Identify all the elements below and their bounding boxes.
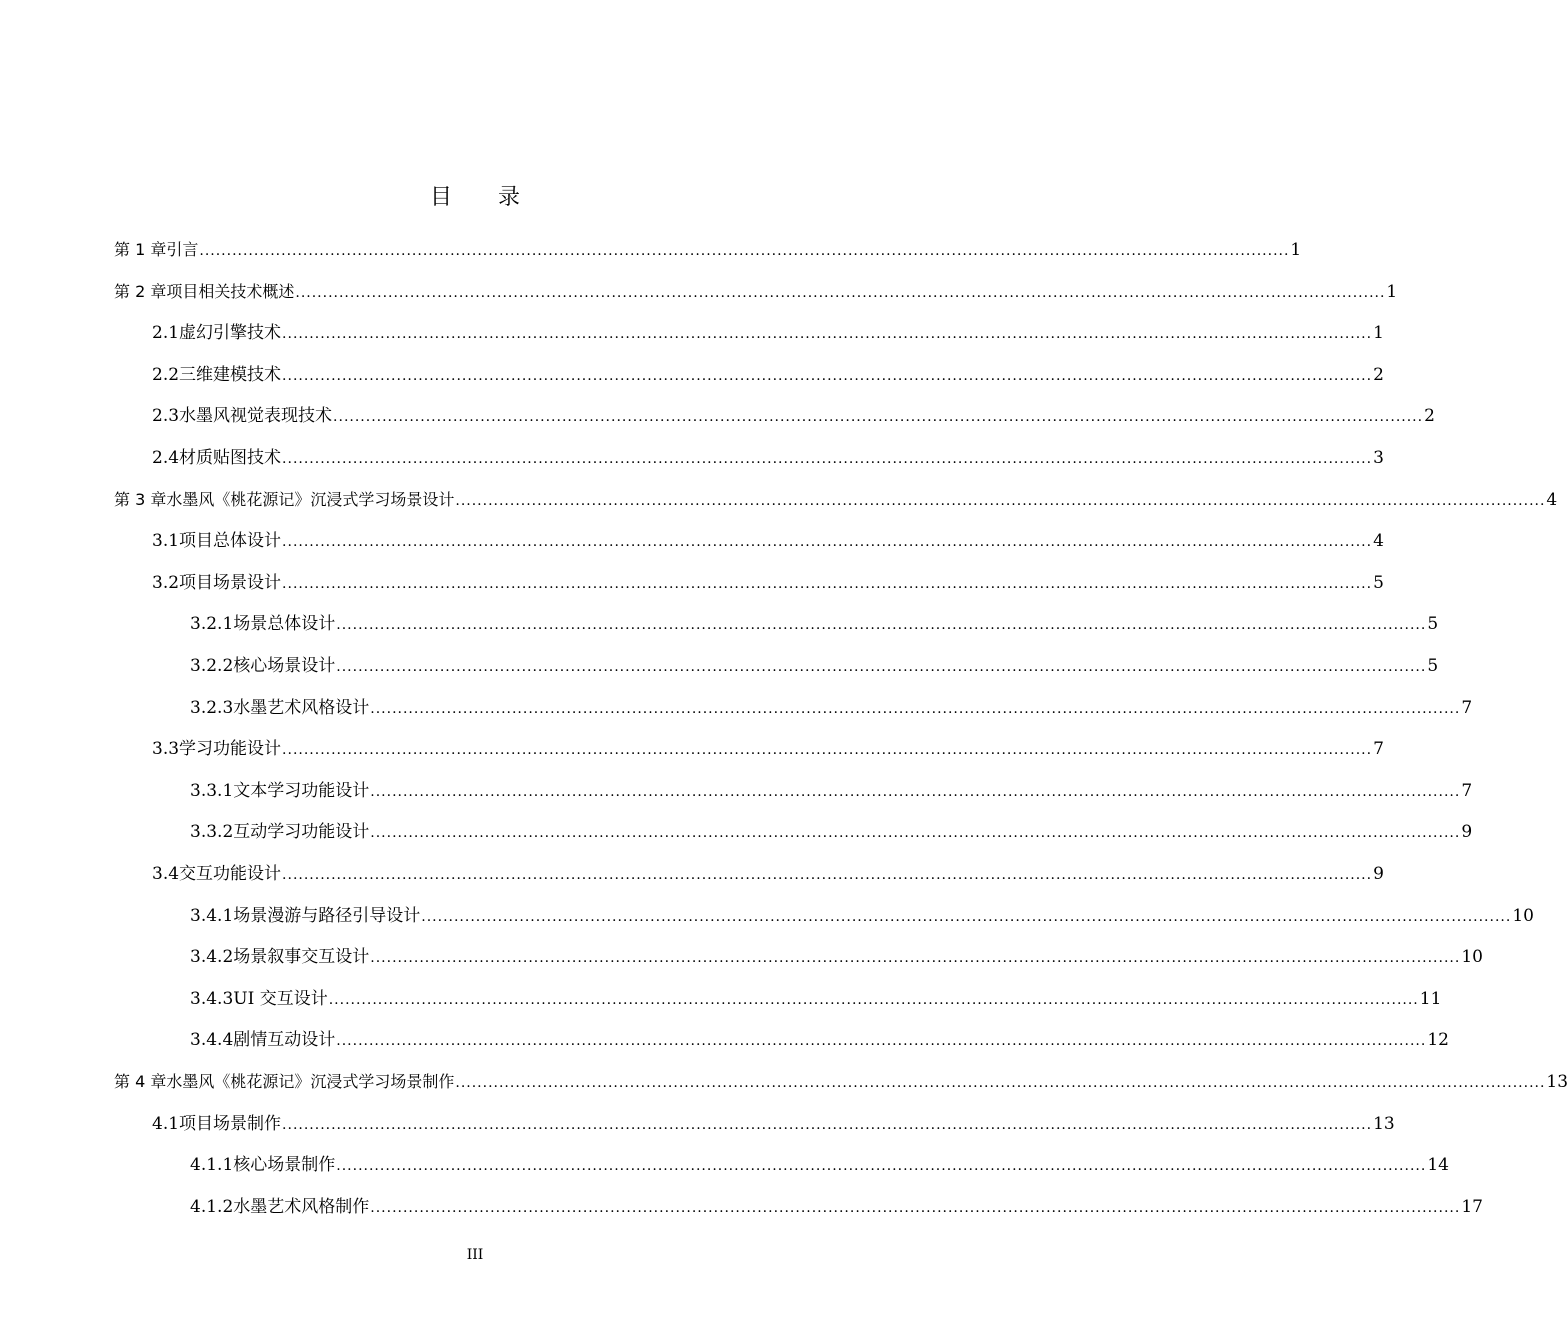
toc-leader-dots: ........................................................................................................................................................................................................ xyxy=(282,451,1373,467)
toc-entry-title: 学习功能设计 xyxy=(179,739,282,760)
toc-entry-number: 3.1 xyxy=(152,531,180,552)
toc-entry[interactable] xyxy=(114,488,1558,512)
toc-entry-page: 1 xyxy=(1373,323,1384,344)
toc-entry-title: 水墨风《桃花源记》沉浸式学习场景设计 xyxy=(166,489,455,509)
toc-entry-page: 3 xyxy=(1373,448,1384,468)
toc-entry-title: 水墨艺术风格设计 xyxy=(233,697,370,718)
toc-leader-dots: ........................................................................................................................................................................................................ xyxy=(370,1199,1461,1216)
toc-entry-number: 第 2 章 xyxy=(114,281,167,301)
toc-entry[interactable] xyxy=(190,820,1473,844)
toc-entry-number: 2.1 xyxy=(152,323,180,344)
toc-entry-number: 第 3 章 xyxy=(114,489,167,509)
toc-entry-title: 文本学习功能设计 xyxy=(233,780,370,801)
toc-entry-title: 场景漫游与路径引导设计 xyxy=(233,905,421,926)
toc-entry[interactable] xyxy=(152,321,1384,345)
toc-entry[interactable] xyxy=(190,904,1534,928)
toc-leader-dots: ........................................................................................................................................................................................................ xyxy=(370,950,1461,967)
toc-leader-dots: ........................................................................................................................................................................................................ xyxy=(421,908,1512,925)
toc-leader-dots: ........................................................................................................................................................................................................ xyxy=(455,1075,1546,1091)
toc-entry-page: 7 xyxy=(1461,697,1473,718)
toc-entry-page: 10 xyxy=(1512,905,1534,926)
toc-leader-dots: ........................................................................................................................................................................................................ xyxy=(282,326,1373,343)
toc-entry[interactable] xyxy=(152,571,1384,595)
toc-entry-page: 7 xyxy=(1373,739,1384,760)
toc-entry-page: 4 xyxy=(1373,531,1384,552)
toc-entry-page: 1 xyxy=(1386,281,1398,302)
toc-entry[interactable] xyxy=(190,1195,1483,1219)
toc-entry-number: 3.2.3 xyxy=(190,697,234,718)
toc-entry-page: 5 xyxy=(1373,572,1384,593)
toc-entry-title: 剧情互动设计 xyxy=(233,1030,336,1051)
toc-entry[interactable] xyxy=(190,779,1473,803)
toc-entry-page: 2 xyxy=(1373,364,1384,385)
toc-entry[interactable] xyxy=(152,529,1384,553)
toc-entry-number: 3.4.2 xyxy=(190,947,234,968)
toc-leader-dots: ........................................................................................................................................................................................................ xyxy=(282,742,1373,759)
toc-entry-title: 场景叙事交互设计 xyxy=(233,947,370,968)
toc-entry[interactable] xyxy=(190,696,1473,720)
toc-leader-dots: ........................................................................................................................................................................................................ xyxy=(295,284,1386,301)
toc-entry[interactable] xyxy=(190,1153,1449,1177)
toc-entry-title: 互动学习功能设计 xyxy=(233,822,370,843)
toc-leader-dots: ........................................................................................................................................................................................................ xyxy=(282,575,1373,592)
toc-entry-number: 2.2 xyxy=(152,364,180,385)
toc-entry-title: 项目相关技术概述 xyxy=(166,281,295,301)
toc-entry-number: 3.2.1 xyxy=(190,614,234,635)
toc-entry-page: 1 xyxy=(1290,240,1302,260)
toc-entry-title: 核心场景制作 xyxy=(233,1155,336,1176)
toc-entry-page: 13 xyxy=(1546,1072,1568,1092)
toc-entry-title: UI 交互设计 xyxy=(233,988,328,1009)
toc-entry-page: 14 xyxy=(1427,1155,1449,1176)
title-part-1: 目 xyxy=(429,185,452,210)
toc-leader-dots: ........................................................................................................................................................................................................ xyxy=(336,1033,1427,1050)
toc-entry-page: 17 xyxy=(1461,1196,1483,1217)
toc-leader-dots: ........................................................................................................................................................................................................ xyxy=(282,867,1373,883)
toc-entry-title: 引言 xyxy=(166,240,199,259)
title-part-2: 录 xyxy=(498,185,521,210)
toc-entry[interactable] xyxy=(190,987,1442,1011)
toc-entry[interactable] xyxy=(152,1112,1395,1136)
toc-entry[interactable] xyxy=(190,654,1439,678)
toc-leader-dots: ........................................................................................................................................................................................................ xyxy=(336,1158,1427,1175)
toc-entry-title: 核心场景设计 xyxy=(233,656,336,676)
toc-entry[interactable] xyxy=(190,945,1483,969)
toc-leader-dots: ........................................................................................................................................................................................................ xyxy=(328,991,1419,1008)
toc-entry-title: 交互功能设计 xyxy=(179,864,282,884)
toc-entry-title: 项目场景制作 xyxy=(179,1113,282,1134)
toc-entry-number: 3.4 xyxy=(152,864,180,884)
toc-entry[interactable] xyxy=(114,238,1302,262)
toc-entry[interactable] xyxy=(152,446,1384,470)
toc-entry-number: 3.4.1 xyxy=(190,905,234,926)
toc-entry-title: 水墨风《桃花源记》沉浸式学习场景制作 xyxy=(166,1072,455,1091)
toc-entry-number: 第 1 章 xyxy=(114,240,167,259)
toc-entry-number: 4.1.2 xyxy=(190,1196,234,1217)
toc-entry-number: 2.4 xyxy=(152,448,180,468)
toc-entry-number: 4.1.1 xyxy=(190,1155,234,1176)
toc-entry[interactable] xyxy=(152,737,1384,761)
toc-entry-page: 9 xyxy=(1373,864,1384,884)
page-title xyxy=(0,180,950,211)
toc-entry-number: 第 4 章 xyxy=(114,1072,167,1091)
toc-entry-number: 3.2 xyxy=(152,572,180,593)
toc-leader-dots: ........................................................................................................................................................................................................ xyxy=(455,492,1546,509)
toc-entry-page: 5 xyxy=(1427,614,1439,635)
toc-entry-page: 9 xyxy=(1461,822,1473,843)
toc-leader-dots: ........................................................................................................................................................................................................ xyxy=(282,367,1373,384)
toc-leader-dots: ........................................................................................................................................................................................................ xyxy=(282,534,1373,551)
toc-entry-number: 3.2.2 xyxy=(190,656,234,676)
toc-entry-page: 13 xyxy=(1373,1113,1395,1134)
toc-entry[interactable] xyxy=(152,404,1435,428)
toc-entry-page: 5 xyxy=(1427,656,1439,676)
toc-entry-title: 项目总体设计 xyxy=(179,531,282,552)
toc-entry-title: 场景总体设计 xyxy=(233,614,336,635)
toc-leader-dots: ........................................................................................................................................................................................................ xyxy=(336,617,1427,634)
toc-entry-page: 2 xyxy=(1424,406,1435,427)
toc-entry-number: 3.4.3 xyxy=(190,988,234,1009)
toc-entry-page: 11 xyxy=(1419,988,1442,1009)
toc-leader-dots: ........................................................................................................................................................................................................ xyxy=(333,409,1424,426)
toc-leader-dots: ........................................................................................................................................................................................................ xyxy=(282,1116,1373,1133)
toc-entry[interactable] xyxy=(190,612,1439,636)
toc-entry-page: 12 xyxy=(1427,1030,1449,1051)
toc-entry-number: 3.4.4 xyxy=(190,1030,234,1051)
toc-entry[interactable] xyxy=(114,1070,1568,1094)
toc-entry[interactable] xyxy=(152,363,1384,387)
toc-entry-title: 虚幻引擎技术 xyxy=(179,323,282,344)
toc-entry-title: 水墨风视觉表现技术 xyxy=(179,406,333,427)
toc-entry-number: 3.3.2 xyxy=(190,822,234,843)
toc-leader-dots: ........................................................................................................................................................................................................ xyxy=(370,783,1461,800)
toc-entry-number: 3.3 xyxy=(152,739,180,760)
toc-leader-dots: ........................................................................................................................................................................................................ xyxy=(370,700,1461,717)
toc-entry-number: 2.3 xyxy=(152,406,180,427)
toc-entry-page: 7 xyxy=(1461,780,1473,801)
toc-entry-title: 项目场景设计 xyxy=(179,572,282,593)
toc-entry-page: 10 xyxy=(1461,947,1483,968)
toc-leader-dots: ........................................................................................................................................................................................................ xyxy=(336,659,1427,675)
toc-entry-number: 4.1 xyxy=(152,1113,180,1134)
page-number: III xyxy=(466,1247,484,1263)
toc-entry-title: 材质贴图技术 xyxy=(179,448,282,468)
toc-entry[interactable] xyxy=(190,1028,1449,1052)
toc-leader-dots: ........................................................................................................................................................................................................ xyxy=(370,825,1461,842)
toc-entry-page: 4 xyxy=(1546,489,1558,510)
toc-entry[interactable] xyxy=(114,280,1398,304)
toc-entry-title: 三维建模技术 xyxy=(179,364,282,385)
toc-entry-title: 水墨艺术风格制作 xyxy=(233,1196,370,1217)
toc-entry-number: 3.3.1 xyxy=(190,780,234,801)
toc-leader-dots: ........................................................................................................................................................................................................ xyxy=(199,243,1290,259)
toc-entry[interactable] xyxy=(152,862,1384,886)
